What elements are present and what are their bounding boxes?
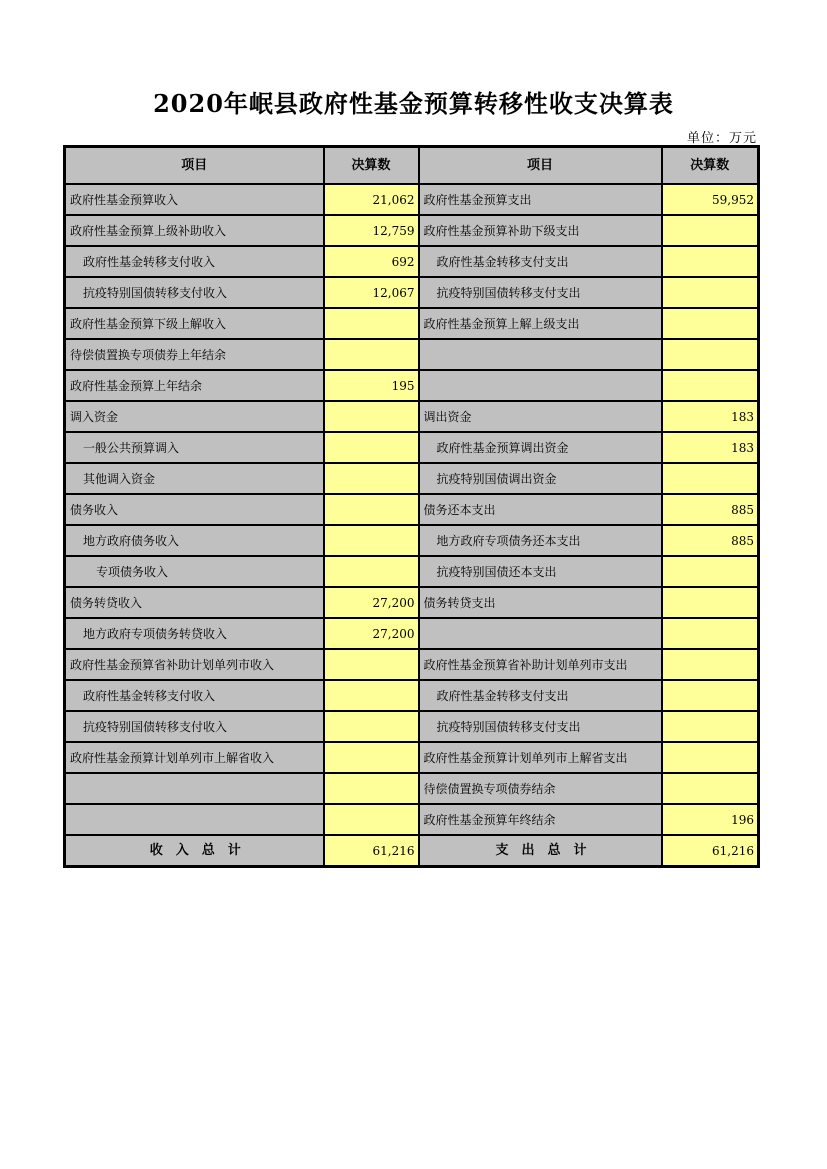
left-item-cell: 一般公共预算调入 [65, 432, 324, 463]
table-row [65, 184, 759, 215]
left-value-cell: 12,067 [324, 277, 419, 308]
left-item-cell: 抗疫特别国债转移支付收入 [65, 711, 324, 742]
right-item-cell: 政府性基金预算支出 [419, 184, 662, 215]
left-value-cell [324, 711, 419, 742]
budget-table [63, 145, 760, 868]
left-value-cell: 195 [324, 370, 419, 401]
right-value-cell [662, 587, 759, 618]
right-value-cell [662, 649, 759, 680]
right-value-cell [662, 680, 759, 711]
left-value-cell [324, 339, 419, 370]
right-value-cell [662, 370, 759, 401]
left-value-cell [324, 432, 419, 463]
column-header-right-item: 项目 [419, 147, 662, 185]
left-item-cell: 专项债务收入 [65, 556, 324, 587]
right-item-cell: 支 出 总 计 [419, 835, 662, 867]
table-row [65, 742, 759, 773]
left-value-cell [324, 649, 419, 680]
right-item-cell [419, 370, 662, 401]
left-value-cell [324, 742, 419, 773]
right-item-cell: 地方政府专项债务还本支出 [419, 525, 662, 556]
left-item-cell: 政府性基金转移支付收入 [65, 246, 324, 277]
table-row [65, 556, 759, 587]
table-row [65, 308, 759, 339]
right-item-cell: 债务转贷支出 [419, 587, 662, 618]
left-item-cell: 政府性基金预算省补助计划单列市收入 [65, 649, 324, 680]
left-value-cell [324, 804, 419, 835]
table-row [65, 804, 759, 835]
right-item-cell: 抗疫特别国债转移支付支出 [419, 711, 662, 742]
total-row [65, 835, 759, 867]
table-row [65, 618, 759, 649]
table-row [65, 773, 759, 804]
left-item-cell: 债务收入 [65, 494, 324, 525]
right-item-cell: 政府性基金预算补助下级支出 [419, 215, 662, 246]
right-value-cell [662, 215, 759, 246]
right-value-cell [662, 742, 759, 773]
left-value-cell: 21,062 [324, 184, 419, 215]
column-header-left-amount: 决算数 [324, 147, 419, 185]
right-item-cell: 政府性基金预算调出资金 [419, 432, 662, 463]
right-value-cell: 59,952 [662, 184, 759, 215]
left-item-cell: 调入资金 [65, 401, 324, 432]
column-header-right-amount: 决算数 [662, 147, 759, 185]
right-value-cell [662, 711, 759, 742]
left-item-cell: 政府性基金预算收入 [65, 184, 324, 215]
right-value-cell: 61,216 [662, 835, 759, 867]
right-item-cell: 政府性基金转移支付支出 [419, 680, 662, 711]
table-row [65, 525, 759, 556]
right-item-cell: 政府性基金预算上解上级支出 [419, 308, 662, 339]
right-item-cell: 抗疫特别国债还本支出 [419, 556, 662, 587]
table-row [65, 401, 759, 432]
left-item-cell: 政府性基金预算上级补助收入 [65, 215, 324, 246]
left-value-cell [324, 556, 419, 587]
left-item-cell: 待偿债置换专项债券上年结余 [65, 339, 324, 370]
right-value-cell [662, 773, 759, 804]
unit-label: 单位：万元 [686, 131, 757, 146]
right-item-cell: 政府性基金预算年终结余 [419, 804, 662, 835]
left-item-cell: 地方政府专项债务转贷收入 [65, 618, 324, 649]
right-value-cell [662, 463, 759, 494]
column-header-left-item: 项目 [65, 147, 324, 185]
right-item-cell: 调出资金 [419, 401, 662, 432]
right-item-cell: 抗疫特别国债转移支付支出 [419, 277, 662, 308]
right-value-cell [662, 308, 759, 339]
table-row [65, 463, 759, 494]
right-item-cell: 政府性基金预算计划单列市上解省支出 [419, 742, 662, 773]
left-value-cell [324, 401, 419, 432]
right-value-cell [662, 339, 759, 370]
table-row [65, 277, 759, 308]
table-row [65, 370, 759, 401]
left-item-cell: 抗疫特别国债转移支付收入 [65, 277, 324, 308]
left-value-cell: 12,759 [324, 215, 419, 246]
right-value-cell [662, 246, 759, 277]
right-item-cell: 待偿债置换专项债券结余 [419, 773, 662, 804]
table-row [65, 680, 759, 711]
right-item-cell: 政府性基金预算省补助计划单列市支出 [419, 649, 662, 680]
table-row [65, 246, 759, 277]
table-row [65, 432, 759, 463]
left-value-cell [324, 308, 419, 339]
table-row [65, 215, 759, 246]
right-item-cell [419, 339, 662, 370]
table-row [65, 711, 759, 742]
right-value-cell [662, 618, 759, 649]
left-item-cell: 政府性基金预算上年结余 [65, 370, 324, 401]
right-value-cell [662, 556, 759, 587]
right-value-cell: 183 [662, 401, 759, 432]
right-value-cell [662, 277, 759, 308]
left-item-cell: 政府性基金预算下级上解收入 [65, 308, 324, 339]
right-item-cell [419, 618, 662, 649]
left-value-cell: 61,216 [324, 835, 419, 867]
left-item-cell: 政府性基金预算计划单列市上解省收入 [65, 742, 324, 773]
table-row [65, 494, 759, 525]
header-row [65, 147, 759, 185]
left-value-cell: 692 [324, 246, 419, 277]
right-value-cell: 885 [662, 494, 759, 525]
right-item-cell: 债务还本支出 [419, 494, 662, 525]
right-value-cell: 196 [662, 804, 759, 835]
left-value-cell [324, 525, 419, 556]
table-row [65, 649, 759, 680]
left-value-cell: 27,200 [324, 587, 419, 618]
table-row [65, 339, 759, 370]
right-item-cell: 抗疫特别国债调出资金 [419, 463, 662, 494]
left-value-cell [324, 494, 419, 525]
left-value-cell [324, 773, 419, 804]
left-value-cell [324, 680, 419, 711]
left-value-cell: 27,200 [324, 618, 419, 649]
right-item-cell: 政府性基金转移支付支出 [419, 246, 662, 277]
left-item-cell: 债务转贷收入 [65, 587, 324, 618]
right-value-cell: 885 [662, 525, 759, 556]
left-item-cell: 收 入 总 计 [65, 835, 324, 867]
left-item-cell [65, 773, 324, 804]
left-value-cell [324, 463, 419, 494]
page-title: 2020年岷县政府性基金预算转移性收支决算表 [153, 89, 674, 118]
left-item-cell: 政府性基金转移支付收入 [65, 680, 324, 711]
right-value-cell: 183 [662, 432, 759, 463]
left-item-cell: 其他调入资金 [65, 463, 324, 494]
table-row [65, 587, 759, 618]
left-item-cell: 地方政府债务收入 [65, 525, 324, 556]
left-item-cell [65, 804, 324, 835]
